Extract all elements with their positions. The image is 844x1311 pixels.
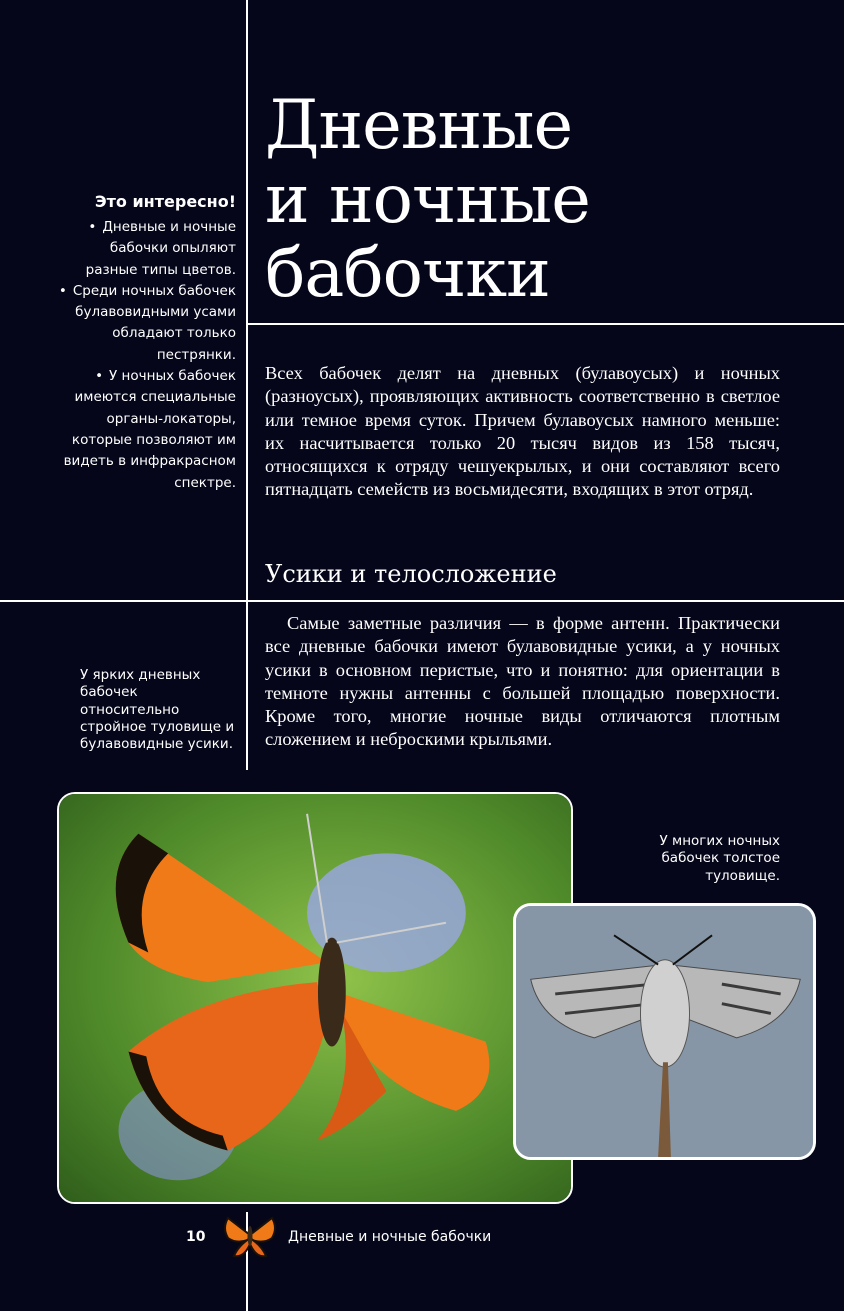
section-paragraph: Самые заметные различия — в форме антенн. Практически все дневные бабочки имеют булавовидные усики, а у ночных усики в основном перистые, что и понятно: для ориентации в темноте нужны антенны с большей площадью поверхности. Кроме того, многие ночные виды отличаются плотным сложением и неброскими крыльями. — [265, 613, 780, 750]
fact-1: • Дневные и ночные бабочки опыляют разные типы цветов. — [85, 219, 236, 278]
moth-photo — [513, 903, 816, 1160]
fact-2: • Среди ночных бабочек булавовидными усами обладают только пестрянки. — [58, 282, 236, 363]
page-number: 10 — [186, 1229, 206, 1245]
section-heading: Усики и телосложение — [265, 560, 557, 588]
intro-paragraph: Всех бабочек делят на дневных (булавоусых) и ночных (разноусых), проявляющих активность соответственно в светлое или темное время суток. Причем булавоусых намного меньше: их насчитывается только 20 тысяч видов из 158 тысяч, относящихся к отряду чешуекрылых, и они составляют всего пятнадцать семейств из восьмидесяти, входящих в этот отряд. — [265, 363, 780, 500]
title-rule — [246, 323, 844, 325]
bullet-icon: • — [58, 282, 67, 299]
butterfly-icon — [220, 1210, 280, 1260]
caption-day-butterfly: У ярких дневных бабочек относительно стройное туловище и булавовидные усики. — [80, 667, 235, 753]
page-title: Дневные и ночные бабочки — [265, 86, 590, 312]
bullet-icon: • — [95, 368, 104, 385]
running-title: Дневные и ночные бабочки — [288, 1229, 492, 1245]
column-divider — [246, 0, 248, 770]
section-rule — [0, 600, 844, 602]
fact-3: • У ночных бабочек имеются специальные органы-локаторы, которые позволяют им видеть в инфракрасном спектре. — [63, 368, 236, 491]
did-you-know-box — [56, 192, 236, 494]
butterfly-photo — [57, 792, 573, 1204]
did-you-know-heading: Это интересно! — [94, 192, 236, 211]
caption-moth: У многих ночных бабочек толстое туловище. — [659, 833, 780, 884]
bullet-icon: • — [88, 219, 97, 235]
